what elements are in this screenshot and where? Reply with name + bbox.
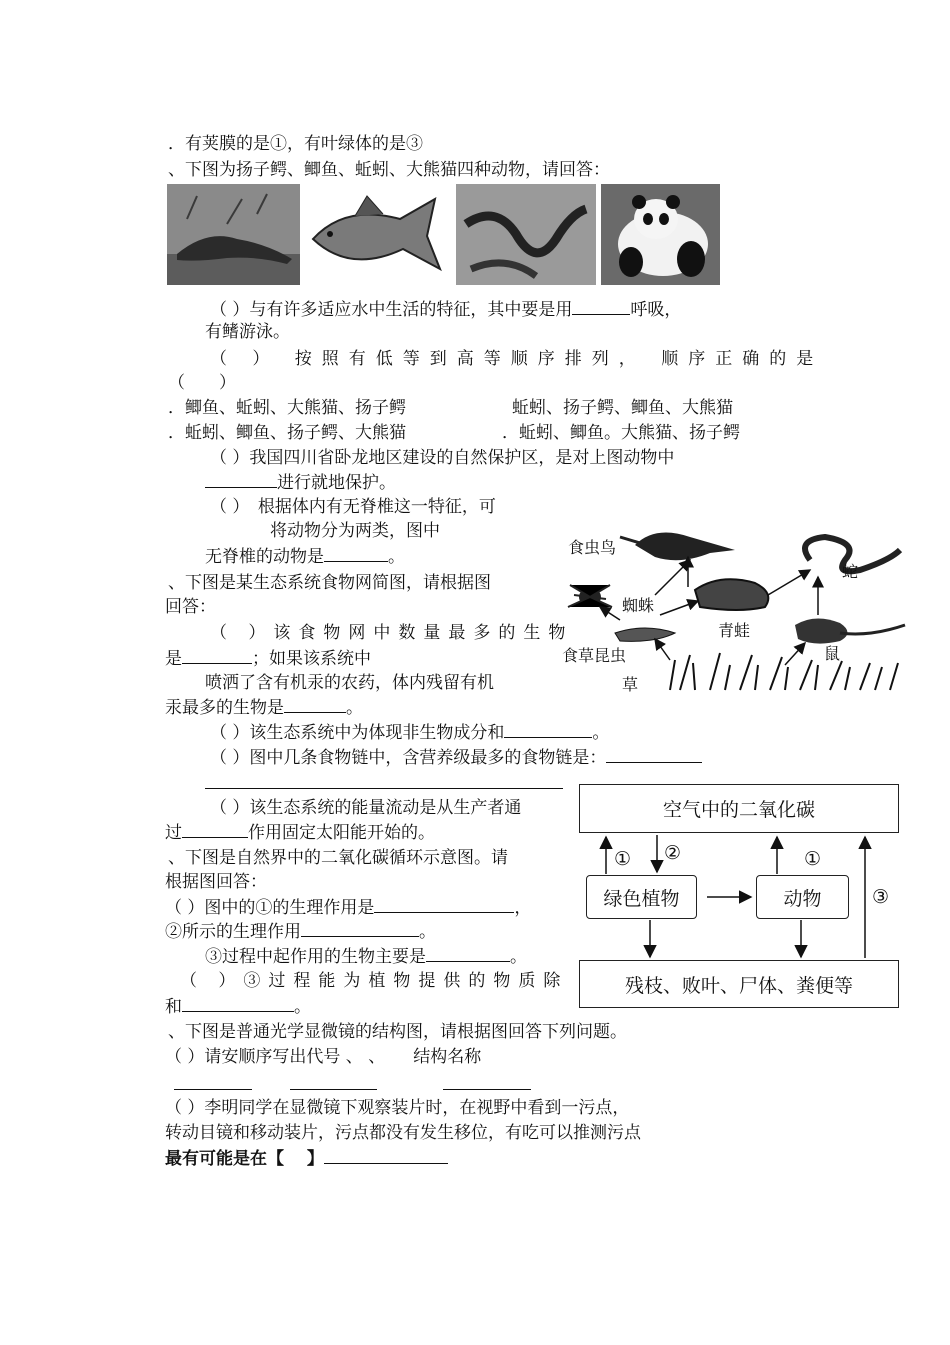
option-b: 蚯蚓、扬子鳄、鲫鱼、大熊猫 xyxy=(512,398,733,418)
label-herbivorous-insect: 食草昆虫 xyxy=(562,646,627,665)
answer-blank[interactable] xyxy=(426,945,510,962)
earthworm-photo xyxy=(456,184,596,285)
label-mouse: 鼠 xyxy=(824,644,841,663)
question-header-food-web-cont: 回答： xyxy=(165,597,216,617)
answer-blank[interactable] xyxy=(205,471,277,488)
question-header-co2: 、下图是自然界中的二氧化碳循环示意图。请 xyxy=(168,848,508,868)
answer-blank[interactable] xyxy=(606,746,702,763)
answer-blank[interactable] xyxy=(301,920,419,937)
question-3-line: （ ）我国四川省卧龙地区建设的自然保护区，是对上图动物中 xyxy=(210,448,675,468)
answer-blank[interactable] xyxy=(504,721,592,738)
food-web-q2: （ ）该生态系统中为体现非生物成分和 。 xyxy=(210,723,610,743)
food-web-q4-cont: 过 作用固定太阳能开始的。 xyxy=(165,823,435,843)
giant-panda-photo xyxy=(601,184,720,285)
answer-blank[interactable] xyxy=(324,545,388,562)
label-frog: 青蛙 xyxy=(718,621,751,640)
box-residue: 残枝、败叶、尸体、粪便等 xyxy=(579,960,899,1008)
answer-blank[interactable] xyxy=(290,1089,377,1090)
alligator-photo xyxy=(167,184,300,285)
label-process-2: ② xyxy=(664,842,682,864)
answer-blank[interactable] xyxy=(174,1089,252,1090)
answer-blank[interactable] xyxy=(572,298,630,315)
option-c: ．蚯蚓、鲫鱼、扬子鳄、大熊猫 xyxy=(168,423,406,443)
food-web-diagram xyxy=(560,515,910,695)
food-web-q1-cont3: 汞最多的生物是 。 xyxy=(165,698,363,718)
food-web-q1-cont: 是 ；如果该系统中 xyxy=(165,649,371,669)
question-4-cont: 将动物分为两类，图中 xyxy=(270,521,440,541)
question-2-paren: （ ） xyxy=(168,373,236,393)
question-header-co2-cont: 根据图回答： xyxy=(165,872,267,892)
food-web-q4: （ ）该生态系统的能量流动是从生产者通 xyxy=(210,798,522,818)
microscope-q2-cont: 转动目镜和移动装片，污点都没有发生移位，有吃可以推测污点 xyxy=(165,1123,641,1143)
label-insectivorous-bird: 食虫鸟 xyxy=(568,538,617,557)
answer-blank[interactable] xyxy=(324,1147,448,1164)
question-3-cont: 进行就地保护。 xyxy=(205,471,396,494)
label-grass: 草 xyxy=(622,675,639,694)
answer-blank[interactable] xyxy=(182,647,252,664)
label-process-3: ③ xyxy=(872,886,890,908)
question-1-cont: 有鳍游泳。 xyxy=(205,322,290,342)
question-4-line: （ ） 根据体内有无脊椎这一特征，可 xyxy=(210,497,496,517)
question-header-animals: 、下图为扬子鳄、鲫鱼、蚯蚓、大熊猫四种动物，请回答： xyxy=(168,160,610,180)
microscope-q2-cont2: 最有可能是在【 】 xyxy=(165,1147,448,1170)
food-web-q1: （ ）该食物网中数量最多的生物 xyxy=(210,623,574,643)
question-1-line: （ ）与有许多适应水中生活的特征，其中要是用 呼吸， xyxy=(210,300,682,320)
co2-q2: ③过程中起作用的生物主要是 。 xyxy=(205,947,527,967)
microscope-q2: （ ）李明同学在显微镜下观察装片时，在视野中看到一污点， xyxy=(165,1098,630,1118)
food-web-q3: （ ）图中几条食物链中，含营养级最多的食物链是： xyxy=(210,746,702,769)
option-d: ．蚯蚓、鲫鱼。大熊猫、扬子鳄 xyxy=(502,423,740,443)
co2-q3-cont: 和 。 xyxy=(165,997,311,1017)
food-web-q1-cont2: 喷洒了含有机汞的农药，体内残留有机 xyxy=(205,673,494,693)
co2-q3: （ ）③过程能为植物提供的物质除 xyxy=(180,971,569,991)
answer-blank[interactable] xyxy=(374,896,514,913)
box-animals: 动物 xyxy=(756,875,849,919)
question-4-answer: 无脊椎的动物是 。 xyxy=(205,547,405,567)
microscope-q1: （ ）请安顺序写出代号 、 、 结构名称 xyxy=(165,1047,482,1067)
answer-blank[interactable] xyxy=(443,1089,531,1090)
option-a: ．鲫鱼、蚯蚓、大熊猫、扬子鳄 xyxy=(168,398,406,418)
box-green-plants: 绿色植物 xyxy=(586,875,697,919)
label-spider: 蜘蛛 xyxy=(622,596,655,615)
question-2-line: （ ） 按照有低等到高等顺序排列， 顺序正确的是 xyxy=(210,349,824,369)
co2-q1-cont: ②所示的生理作用 。 xyxy=(165,922,436,942)
crucian-carp-photo xyxy=(305,184,445,285)
co2-q1: （ ）图中的①的生理作用是 ， xyxy=(165,898,532,918)
question-header-food-web: 、下图是某生态系统食物网简图，请根据图 xyxy=(168,573,491,593)
answer-blank[interactable] xyxy=(182,821,248,838)
question-header-microscope: 、下图是普通光学显微镜的结构图，请根据图回答下列问题。 xyxy=(168,1022,627,1042)
answer-blank[interactable] xyxy=(182,995,294,1012)
answer-line: ．有荚膜的是①，有叶绿体的是③ xyxy=(168,134,423,154)
answer-line-long[interactable] xyxy=(205,788,563,789)
label-process-1b: ① xyxy=(804,848,822,870)
label-process-1: ① xyxy=(614,848,632,870)
box-air-co2: 空气中的二氧化碳 xyxy=(579,784,899,833)
answer-blank[interactable] xyxy=(284,696,346,713)
label-snake: 蛇 xyxy=(842,562,859,581)
